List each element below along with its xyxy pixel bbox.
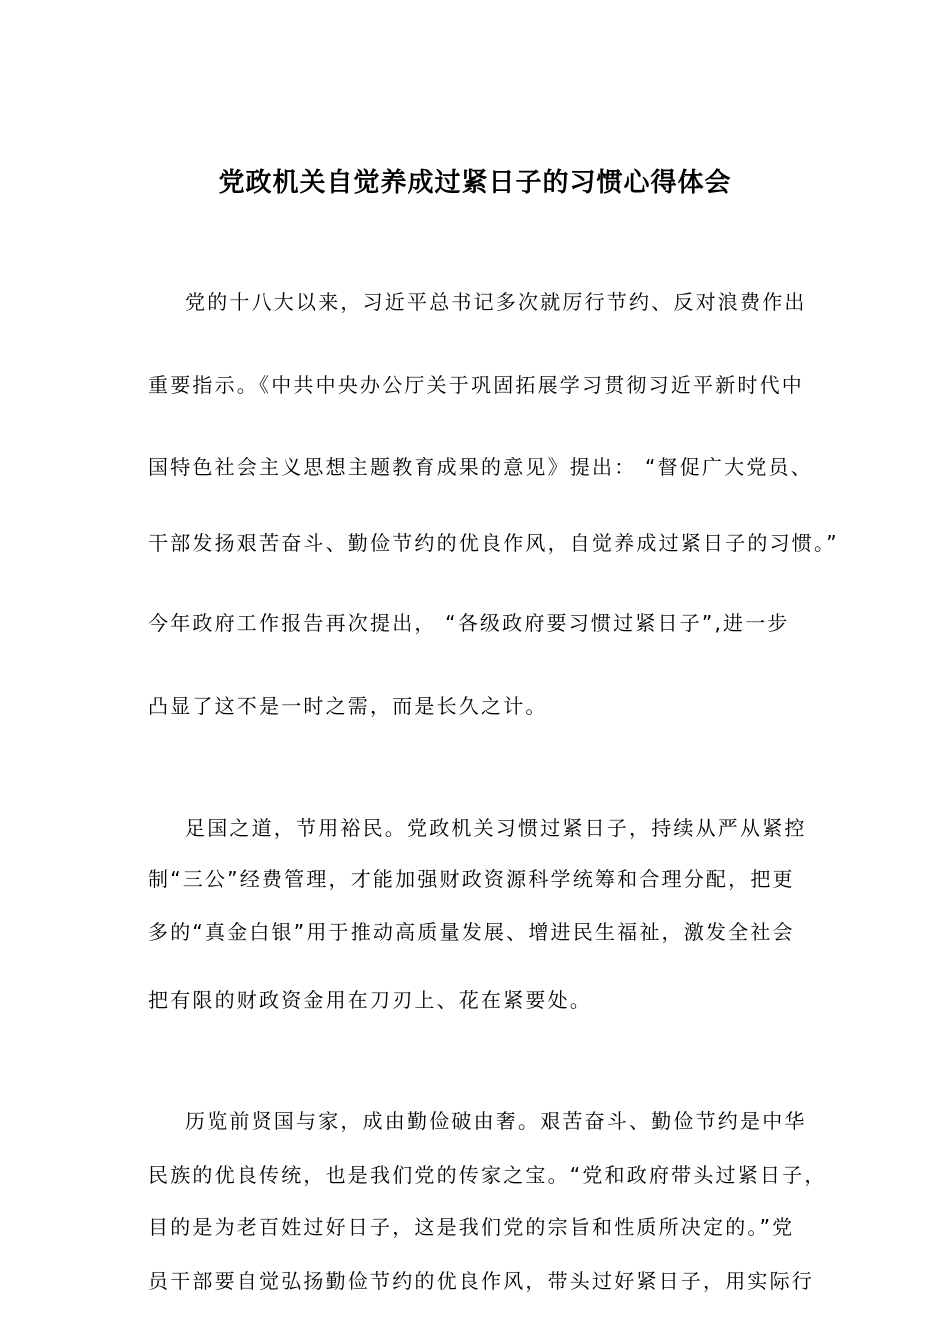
paragraph-2-line-4: 把有限的财政资金用在刀刃上、花在紧要处。 [148,988,592,1012]
paragraph-3-line-3: 目的是为老百姓过好日子，这是我们党的宗旨和性质所决定的。”党 [148,1215,795,1239]
paragraph-2-line-1: 足国之道，节用裕民。党政机关习惯过紧日子，持续从严从紧控 [185,816,807,840]
paragraph-3-line-4: 员干部要自觉弘扬勤俭节约的优良作风，带头过好紧日子，用实际行 [148,1269,814,1293]
paragraph-3-line-1: 历览前贤国与家，成由勤俭破由奢。艰苦奋斗、勤俭节约是中华 [185,1109,807,1133]
paragraph-2-line-2: 制“三公”经费管理，才能加强财政资源科学统筹和合理分配，把更 [148,867,795,891]
paragraph-1-line-1: 党的十八大以来，习近平总书记多次就厉行节约、反对浪费作出 [185,290,807,314]
paragraph-1-line-6: 凸显了这不是一时之需，而是长久之计。 [148,694,548,718]
paragraph-1-line-3: 国特色社会主义思想主题教育成果的意见》提出： “督促广大党员、 [148,455,813,479]
paragraph-3-line-2: 民族的优良传统，也是我们党的传家之宝。“党和政府带头过紧日子， [148,1163,827,1187]
paragraph-1-line-4: 干部发扬艰苦奋斗、勤俭节约的优良作风，自觉养成过紧日子的习惯。” [148,531,839,555]
paragraph-1-line-5: 今年政府工作报告再次提出， “各级政府要习惯过紧日子”,进一步 [148,611,790,635]
paragraph-1-line-2: 重要指示。《中共中央办公厅关于巩固拓展学习贯彻习近平新时代中 [148,373,804,397]
document-title: 党政机关自觉养成过紧日子的习惯心得体会 [218,168,732,198]
paragraph-2-line-3: 多的“真金白银”用于推动高质量发展、增进民生福祉，激发全社会 [148,920,795,944]
